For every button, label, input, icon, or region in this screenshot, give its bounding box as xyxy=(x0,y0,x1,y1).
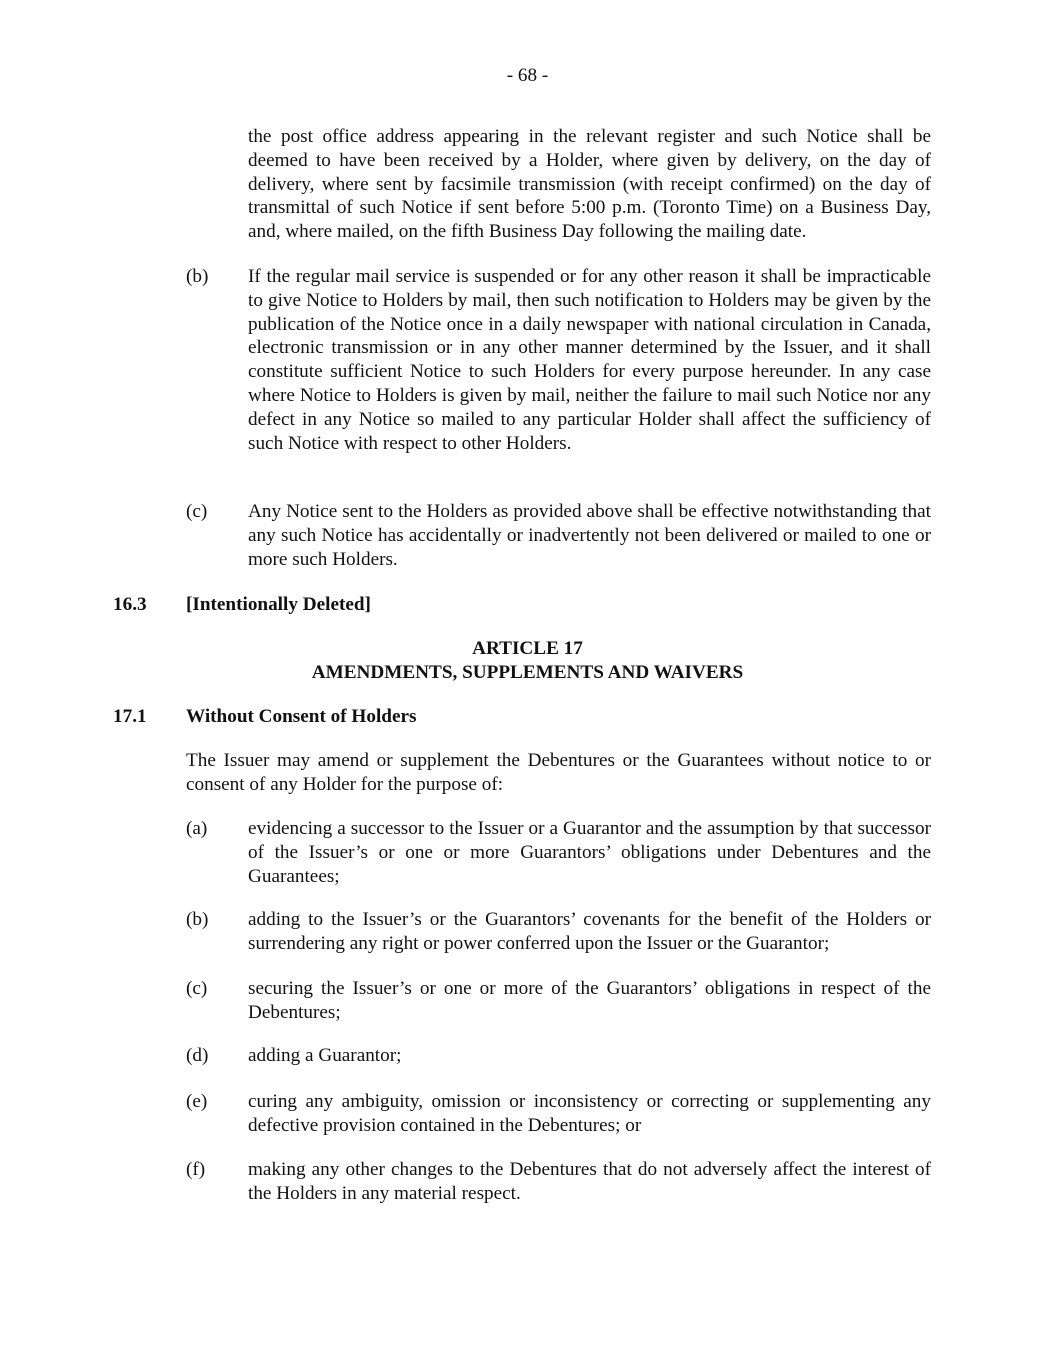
section-17-1-intro: The Issuer may amend or supplement the Debentures or the Guarantees without notice to or consent of any Holder for the purpose of: xyxy=(186,750,931,795)
clause-text: If the regular mail service is suspended or for any other reason it shall be impracticable to give Notice to Holders by mail, then such notification to Holders may be given by the publication of the Notice once in a daily newspaper with national circulation in Canada, electronic transmission or in any other manner determined by the Issuer, and it shall constitute sufficient Notice to such Holders for every purpose hereunder. In any case where Notice to Holders is given by mail, neither the failure to mail such Notice nor any defect in any Notice so mailed to any particular Holder shall affect the sufficiency of such Notice with respect to other Holders. xyxy=(248,266,931,454)
page-number: - 68 - xyxy=(506,65,549,86)
article-heading: ARTICLE 17 xyxy=(472,638,583,659)
clause-text: securing the Issuer’s or one or more of the Guarantors’ obligations in respect of the Debentures; xyxy=(248,978,931,1023)
clause-label: (b) xyxy=(186,909,209,930)
clause-label: (a) xyxy=(186,818,208,839)
clause-label: (d) xyxy=(186,1045,209,1066)
section-title: [Intentionally Deleted] xyxy=(186,594,371,615)
section-title: Without Consent of Holders xyxy=(186,706,417,727)
clause-label: (c) xyxy=(186,978,208,999)
clause-text: curing any ambiguity, omission or inconsistency or correcting or supplementing any defective provision contained in the Debentures; or xyxy=(248,1091,931,1136)
clause-text: adding a Guarantor; xyxy=(248,1045,402,1066)
clause-text: making any other changes to the Debentures that do not adversely affect the interest of the Holders in any material respect. xyxy=(248,1159,931,1204)
clause-label: (b) xyxy=(186,266,209,287)
clause-label: (e) xyxy=(186,1091,208,1112)
clause-label: (c) xyxy=(186,501,208,522)
continuation-paragraph: the post office address appearing in the relevant register and such Notice shall be deemed to have been received by a Holder, where given by delivery, on the day of delivery, where sent by facsimile transmission (with receipt confirmed) on the day of transmittal of such Notice if sent before 5:00 p.m. (Toronto Time) on a Business Day, and, where mailed, on the fifth Business Day following the mailing date. xyxy=(248,126,931,243)
clause-text: Any Notice sent to the Holders as provided above shall be effective notwithstanding that any such Notice has accidentally or inadvertently not been delivered or mailed to one or more such Holders. xyxy=(248,501,931,570)
clause-text: evidencing a successor to the Issuer or a Guarantor and the assumption by that successor of the Issuer’s or one or more Guarantors’ obligations under Debentures and the Guarantees; xyxy=(248,818,931,887)
section-number: 17.1 xyxy=(113,706,147,727)
clause-text: adding to the Issuer’s or the Guarantors’ covenants for the benefit of the Holders or surrendering any right or power conferred upon the Issuer or the Guarantor; xyxy=(248,909,931,954)
clause-label: (f) xyxy=(186,1159,206,1180)
article-title: AMENDMENTS, SUPPLEMENTS AND WAIVERS xyxy=(311,662,744,683)
section-number: 16.3 xyxy=(113,594,147,615)
